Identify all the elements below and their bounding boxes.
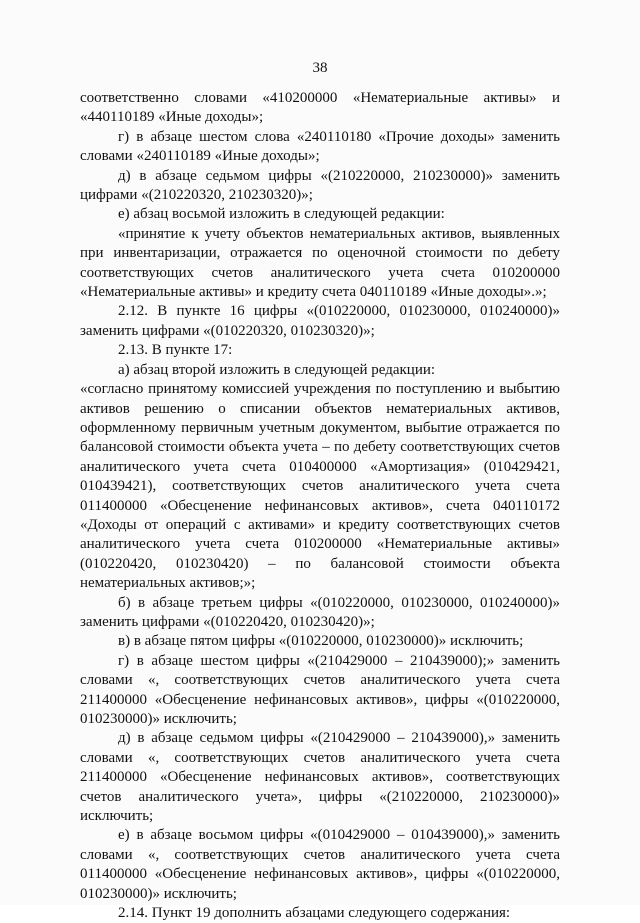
paragraph: «согласно принятому комиссией учреждения по поступлению и выбытию активов решению о списании объектов нематериальных активов, оформленному первичным учетным документом, выбытие отражается по балансовой стоимости объекта учета – по дебету соответствующих счетов аналитического учета счета 010400000 «Амортизация» (010429421, 010439421), соответствующих счетов аналитического учета счета 011400000 «Обесценение нефинансовых активов», счета 040110172 «Доходы от операций с активами» и кредиту соответствующих счетов аналитического учета счета 010200000 «Нематериальные активы» (010220420, 010230420) – по балансовой стоимости объекта нематериальных активов;»;	[80, 381, 560, 592]
paragraph: б) в абзаце третьем цифры «(010220000, 010230000, 010240000)» заменить цифрами «(010220420, 010230420)»;	[80, 594, 560, 630]
paragraph: в) в абзаце пятом цифры «(010220000, 010230000)» исключить;	[118, 633, 524, 650]
paragraph: 2.12. В пункте 16 цифры «(010220000, 010230000, 010240000)» заменить цифрами «(010220320, 010230320)»;	[80, 303, 560, 339]
paragraph: д) в абзаце седьмом цифры «(210429000 – 210439000),» заменить словами «, соответствующих счетов аналитического учета счета 211400000 «Обесценение нефинансовых активов», соответствующих счетов аналитического учета», цифры «(210220000, 210230000)» исключить;	[80, 730, 560, 825]
document-body	[80, 89, 560, 923]
paragraph: 2.13. В пункте 17:	[118, 342, 233, 359]
paragraph: г) в абзаце шестом цифры «(210429000 – 210439000);» заменить словами «, соответствующих счетов аналитического учета счета 211400000 «Обесценение нефинансовых активов», цифры «(010220000, 010230000)» исключить;	[80, 652, 560, 727]
paragraph: соответственно словами «410200000 «Нематериальные активы» и «440110189 «Иные доходы»;	[80, 90, 560, 126]
paragraph: а) абзац второй изложить в следующей редакции:	[118, 361, 436, 378]
page-number: 38	[312, 60, 328, 76]
paragraph: д) в абзаце седьмом цифры «(210220000, 210230000)» заменить цифрами «(210220320, 210230320)»;	[80, 167, 560, 204]
paragraph: «принятие к учету объектов нематериальных активов, выявленных при инвентаризации, отражается по оценочной стоимости по дебету соответствующих счетов аналитического учета счета 010200000 «Нематериальные активы» и кредиту счета 040110189 «Иные доходы».»;	[80, 225, 560, 301]
paragraph: 2.14. Пункт 19 дополнить абзацами следующего содержания:	[118, 905, 511, 922]
paragraph: г) в абзаце шестом слова «240110180 «Прочие доходы» заменить словами «240110189 «Иные доходы»;	[80, 128, 560, 165]
paragraph: е) абзац восьмой изложить в следующей редакции:	[118, 206, 445, 223]
paragraph: е) в абзаце восьмом цифры «(010429000 – 010439000),» заменить словами «, соответствующих счетов аналитического учета счета 011400000 «Обесценение нефинансовых активов», цифры «(010220000, 010230000)» исключить;	[80, 827, 560, 902]
